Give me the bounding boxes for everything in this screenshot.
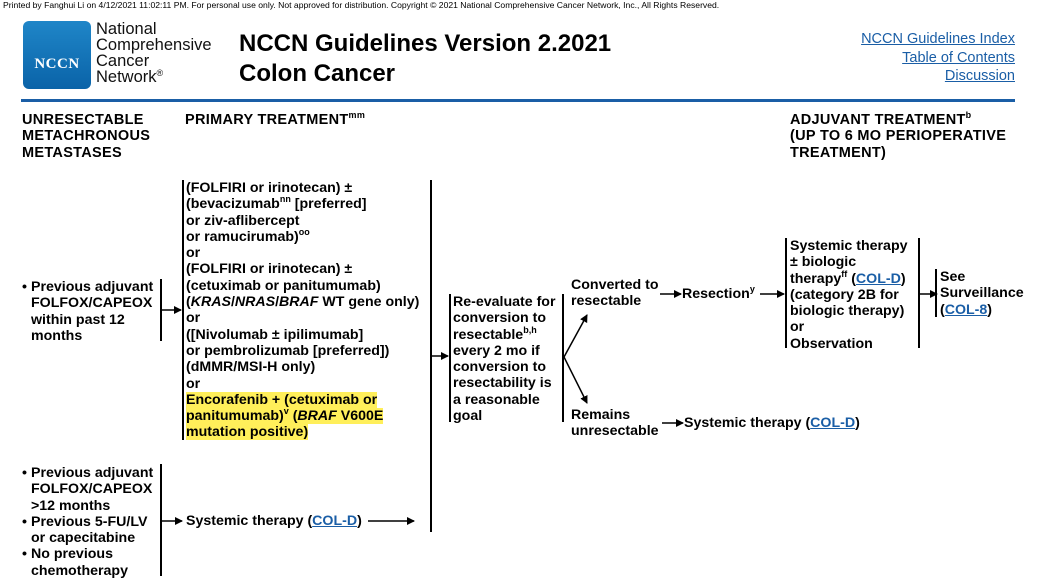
criteria-over-12-months: • Previous adjuvant FOLFOX/CAPEOX >12 months • Previous 5-FU/LV or capecitabine • No previous chemotherapy	[22, 465, 153, 579]
bracket-treatment-left	[182, 180, 184, 440]
print-notice: Printed by Fanghui Li on 4/12/2021 11:02:11 PM. For personal use only. Not approved for distribution. Copyright © 2021 National Comprehensive Cancer Network, Inc., All Rights Reserved.	[3, 0, 720, 10]
header-divider	[21, 99, 1015, 102]
guidelines-index-link[interactable]: NCCN Guidelines Index	[861, 31, 1015, 47]
col-d-link-remains[interactable]: COL-D	[810, 415, 856, 431]
bracket-criteria-top	[160, 279, 162, 341]
arrow-to-remains	[564, 357, 587, 403]
systemic-therapy-remains: Systemic therapy (COL-D)	[684, 415, 860, 431]
col-d-link-adjuvant[interactable]: COL-D	[855, 270, 901, 287]
bracket-adjuvant-left	[785, 238, 787, 348]
logo-abbr: NCCN	[34, 56, 80, 72]
remains-unresectable: Remains unresectable	[571, 407, 659, 440]
primary-treatment-options: (FOLFIRI or irinotecan) ± (bevacizumab$^{nn}$ [preferred] or ziv-aflibercept or ramucirumab)$^{oo}$ or (FOLFIRI or irinotecan) ± (cetuximab or panitumumab) (KRAS/NRAS/BRAF WT gene only) or ([Nivolumab ± ipilimumab] or pembrolizumab [preferred]) (dMMR/MSI-H only) or Encorafenib + (cetuximab or panitumumab)$^v$ (BRAF V600E mutation positive)	[186, 180, 420, 441]
col-header-primary-treatment: PRIMARY $TREATMENT^{mm}$	[185, 110, 366, 128]
reevaluate-box: Re-evaluate for conversion to resectable$^{b,h}$ every 2 mo if conversion to resectability is a reasonable goal	[453, 294, 556, 425]
col-d-link-lower[interactable]: COL-D	[312, 513, 358, 529]
page-title: NCCN Guidelines Version 2.2021 Colon Cancer	[239, 30, 612, 87]
converted-to-resectable: Converted to resectable	[571, 277, 659, 310]
bracket-reevaluate-right	[562, 294, 564, 422]
systemic-therapy-lower: Systemic therapy (COL-D)	[186, 513, 362, 529]
bracket-surveillance	[935, 269, 937, 317]
arrow-to-converted	[564, 315, 587, 357]
nav-links	[861, 30, 1015, 86]
bracket-reevaluate-left	[449, 294, 451, 422]
nccn-logo[interactable]	[23, 21, 91, 89]
bracket-criteria-bottom	[160, 464, 162, 576]
bracket-adjuvant-right	[918, 238, 920, 348]
bracket-treatment-right	[430, 180, 432, 532]
org-name: National Comprehensive Cancer Network®	[96, 20, 212, 86]
adjuvant-options: Systemic therapy ± biologic therapy$^{ff}$ (COL-D) (category 2B for biologic therapy) or Observation	[790, 238, 908, 352]
col-header-adjuvant-treatment: ADJUVANT TREATMENT$^b$ (UP TO 6 MO PERIOPERATIVE TREATMENT)	[790, 110, 1007, 161]
resection: Resection$^y$	[682, 284, 755, 302]
col-8-link[interactable]: COL-8	[944, 301, 988, 318]
criteria-within-12-months: • Previous adjuvant FOLFOX/CAPEOX within past 12 months	[22, 279, 153, 344]
see-surveillance: See Surveillance (COL-8)	[940, 269, 1024, 318]
table-of-contents-link[interactable]: Table of Contents	[902, 49, 1015, 66]
discussion-link[interactable]: Discussion	[944, 68, 1015, 84]
col-header-unresectable: UNRESECTABLE METACHRONOUS METASTASES	[22, 112, 151, 161]
